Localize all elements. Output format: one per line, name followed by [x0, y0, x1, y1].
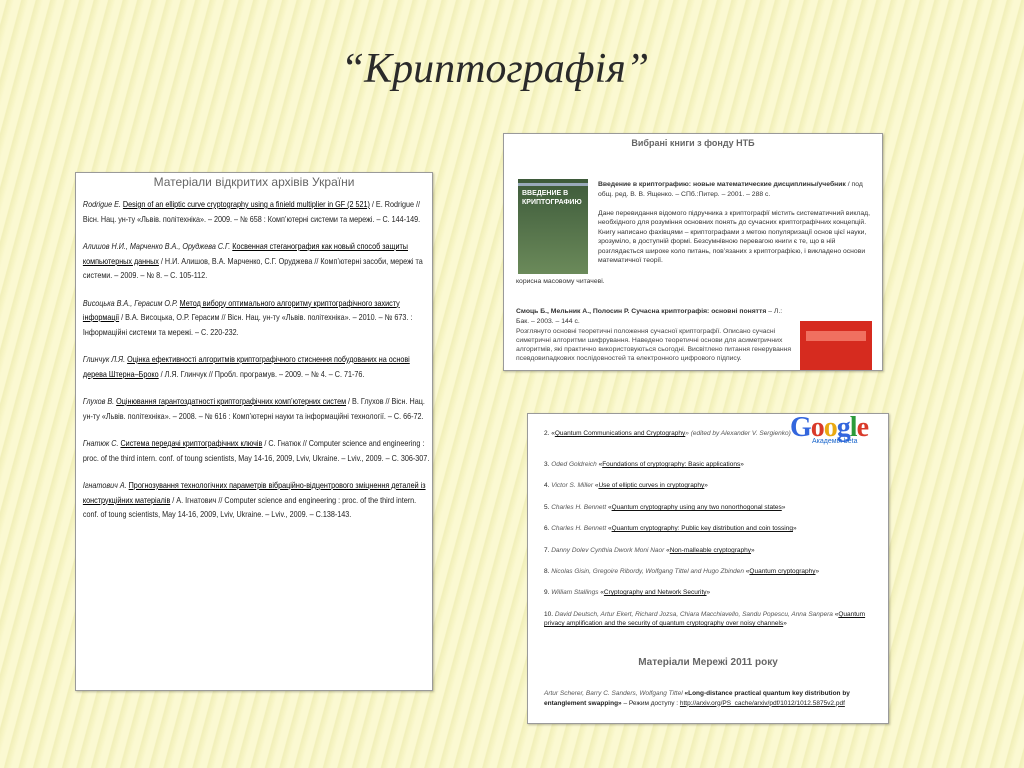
book-summary-tail: корисна масовому читачеві. — [516, 278, 605, 285]
entry-authors: Висоцька В.А., Герасим О.Р. — [82, 297, 178, 308]
item-link[interactable]: Use of elliptic curves in cryptography — [598, 482, 705, 489]
entry-details: / Л.Я. Глинчук // Пробл. програмув. – 2009. – № 4. – С. 71-76. — [158, 368, 365, 379]
net-materials-title: Матеріали Мережі 2011 року — [638, 657, 778, 668]
book-title — [516, 307, 796, 326]
entry-title-link[interactable]: Design of an elliptic curve cryptography using a finield multiplier in GF (2 521) — [122, 199, 370, 209]
entry-title-link[interactable]: Косвенная стеганография как новый способ защиты компьютерных данных — [82, 241, 408, 266]
item-link[interactable]: Quantum cryptography — [749, 568, 816, 575]
entry-authors: Ігнатович А. — [82, 480, 127, 490]
list-item: 6. Charles H. Bennett «Quantum cryptography: Public key distribution and coin tossing» — [544, 525, 797, 532]
archive-entry — [76, 239, 433, 283]
entry-title-link[interactable]: Оцінювання гарантоздатності криптографічних комп’ютерних систем — [116, 396, 347, 406]
archive-entry — [76, 436, 433, 465]
list-item: 9. William Stallings «Cryptography and Network Security» — [544, 589, 711, 596]
entry-title: «Long-distance practical quantum key distribution by entanglement swapping» — [544, 690, 850, 707]
entry-authors: Глинчук Л.Я. — [82, 354, 126, 364]
item-link[interactable]: Cryptography and Network Security — [603, 589, 707, 596]
access-label: – Режим доступу : — [621, 699, 680, 707]
book-summary: Розглянуто основні теоретичні положення сучасної криптографії. Описано сучасні симетричні алгоритми шифрування. Наведено теоретичні основи для асиметричних алгоритмів, які практично використовуються сьогодні. Висвітлено питання генерування псевдовипадкових послідовностей та електронного цифрового підпису. — [516, 328, 792, 362]
entry-authors: Гнатюк С. — [82, 438, 119, 448]
google-scholar-subtitle: Академія beta — [812, 438, 858, 445]
archive-entry — [76, 478, 433, 522]
slide-title: “Криптографія” — [340, 46, 650, 92]
archive-entry — [76, 197, 433, 226]
cover-stripe — [518, 183, 588, 186]
entry-url-link[interactable]: http://arxiv.org/PS_cache/arxiv/pdf/1012/1012.5875v2.pdf — [679, 699, 845, 707]
book-meta: / под общ. ред. В. В. Ященко. – СПб.:Питер. – 2001. – 288 с. — [598, 181, 863, 198]
entry-authors: Rodrigue E. — [82, 199, 121, 209]
list-item: 7. Danny Dolev Cynthia Dwork Moni Naor «Non-malleable cryptography» — [544, 547, 755, 554]
google-scholar-panel — [527, 413, 889, 724]
entry-authors: Алишов Н.И., Марченко В.А., Оруджева С.Г. — [82, 241, 231, 251]
list-item: 5. Charles H. Bennett «Quantum cryptography using any two nonorthogonal states» — [544, 504, 786, 511]
archives-panel-title: Матеріали відкритих архівів України — [153, 175, 355, 189]
list-item: 4. Victor S. Miller «Use of elliptic curves in cryptography» — [544, 482, 708, 489]
book-title: Введение в криптографию: новые математические дисциплины/учебник — [598, 181, 846, 188]
list-item: 10. David Deutsch, Artur Ekert, Richard Jozsa, Chiara Macchiavello, Sandu Popescu, Anna Sanpera «Quantum privacy amplification and the security of quantum cryptography over noisy channels» — [544, 611, 866, 627]
item-link[interactable]: Non-malleable cryptography — [669, 547, 752, 554]
net-entry — [544, 689, 874, 708]
archive-entry — [76, 352, 433, 381]
books-panel-title: Вибрані книги з фонду НТБ — [631, 138, 755, 148]
archive-entry — [76, 296, 433, 340]
entry-details: / E. Rodrigue // Вісн. Нац. ун-ту «Львів. політехніка». – 2009. – № 658 : Комп’ютерні системи та мережі. – С. 144-149. — [82, 199, 421, 224]
item-link[interactable]: Quantum cryptography: Public key distribution and coin tossing — [611, 525, 793, 532]
entry-details: / В. Глухов // Вісн. Нац. ун-ту «Львів. політехніка». – 2008. – № 616 : Комп’ютерні науки та інформаційні технології. – С. 66-72. — [82, 396, 425, 421]
entry-details: / А. Ігнатович // Computer science and engineering : proc. of the third intern. conf. of toung scientists, May 14-16, 2009, Lviv, Ukraine. – Lviv., 2009. – С.138-143. — [82, 494, 417, 519]
entry-title-link[interactable]: Прогнозування технологічних параметрів вібраційно-відцентрового зміцнення деталей із конструкційних матеріалів — [82, 480, 426, 505]
item-link[interactable]: Foundations of cryptography: Basic applications — [602, 461, 741, 468]
entry-details: / Н.И. Алишов, В.А. Марченко, С.Г. Оруджева // Комп’ютерні засоби, мережі та системи. – 2009. – № 8. – С. 105-112. — [82, 255, 423, 280]
book-summary: Дане перевидання відомого підручника з криптографії містить систематичний виклад, необхідного для розуміння основних понять до сучасних криптографічних концепцій. Книгу написано фахівцями – криптографами з метою популяризації основ цієї науки, зрозуміло, в доступній формі. Безсумнівною перевагою книги є те, що в ній розглядається широке коло питань, пов’язаних з криптографією, і викладено основи математичної теорії. — [598, 209, 870, 264]
entry-details: / С. Гнатюк // Computer science and engineering : proc. of the third intern. conf. of toung scientists, May 14-16, 2009, Lviv, Ukraine. – Lviv., 2009. – С. 306-307. — [82, 438, 430, 463]
archives-panel — [75, 172, 433, 691]
entry-details: / В.А. Висоцька, О.Р. Герасим // Вісн. Нац. ун-ту «Львів. політехніка». – 2010. – № 673. : Інформаційні системи та мережі. – С. 220-232. — [82, 312, 413, 337]
list-item: 3. Oded Goldreich «Foundations of cryptography: Basic applications» — [544, 461, 744, 468]
entry-authors: Artur Scherer, Barry C. Sanders, Wolfgang Tittel — [544, 690, 683, 697]
book-title-text: Смоць Б., Мельник А., Полосин Р. Сучасна криптографія: основні поняття — [516, 308, 767, 315]
book-description — [598, 180, 874, 266]
list-item: 2. «Quantum Communications and Cryptography» (edited by Alexander V. Sergienko) — [544, 430, 791, 437]
book-cover-title: ВВЕДЕНИЕ В КРИПТОГРАФИЮ — [522, 190, 582, 206]
item-link[interactable]: Quantum privacy amplification and the security of quantum cryptography over noisy channels — [544, 611, 866, 627]
entry-title-link[interactable]: Оцінка ефективності алгоритмів криптографічного стиснення побудованих на основі дерева Штерна–Броко — [82, 354, 410, 379]
book-cover-image — [800, 321, 872, 371]
google-wordmark: Google — [790, 413, 868, 443]
list-item: 8. Nicolas Gisin, Gregoire Ribordy, Wolfgang Tittel and Hugo Zbinden «Quantum cryptography» — [544, 568, 820, 575]
archive-entry — [76, 394, 433, 423]
item-link[interactable]: Quantum Communications and Cryptography — [554, 430, 686, 437]
entry-title-link[interactable]: Система передачі криптографічних ключів — [120, 438, 263, 448]
book-meta: – Л.: Бак. – 2003. – 144 с. — [516, 308, 783, 325]
item-link[interactable]: Quantum cryptography using any two nonorthogonal states — [611, 504, 782, 511]
books-panel — [503, 133, 883, 371]
cover-label — [806, 331, 866, 341]
entry-title-link[interactable]: Метод вибору оптимального алгоритму криптографічного захисту інформації — [82, 297, 400, 322]
book-cover-image — [518, 179, 588, 274]
entry-authors: Глухов В. — [82, 396, 115, 406]
